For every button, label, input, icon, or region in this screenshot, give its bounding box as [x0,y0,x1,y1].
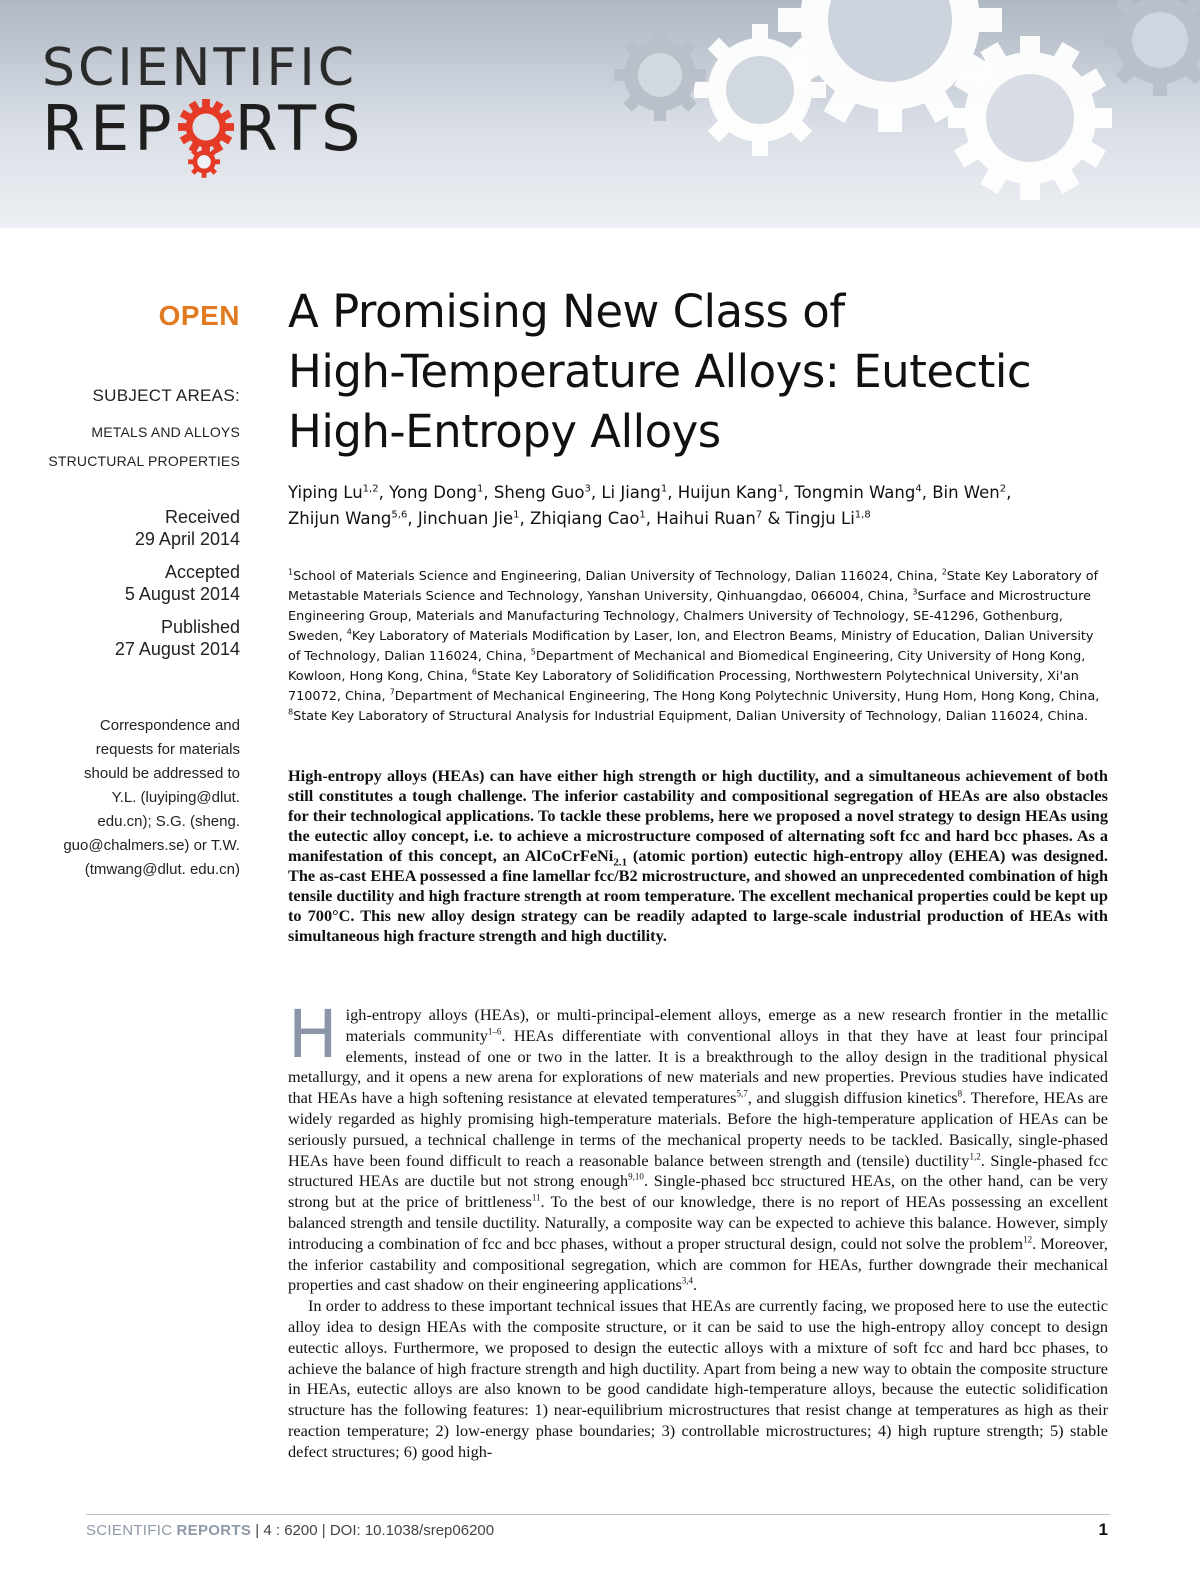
body-text: . Single-phased bcc structured HEAs, on the other hand, can be very strong but at the price of brittleness [288,1171,1109,1212]
author-separator: , [783,483,795,502]
date-label: Received [164,507,240,527]
affiliation-number: 4 [346,627,352,637]
published-date [20,616,240,660]
journal-logo-line2 [42,92,366,165]
title-line: A Promising New Class of [288,285,845,338]
citation-reference[interactable]: 8 [957,1088,963,1099]
logo-line2-prefix: REP [42,92,177,165]
body-text: . Therefore, HEAs are widely regarded as highly promising high-temperature materials. Before the high-temperature application of HEAs can be seriously pursued, a technical challenge in terms of the mechanical property needs to be tackled. Basically, single-phased HEAs have been found difficult to reach a reasonable balance between strength and (tensile) ductility [288,1088,1109,1170]
affiliation-number: 8 [288,707,294,717]
author-separator: , [378,483,390,502]
affiliation-number: 3 [912,587,918,597]
body-text: , and sluggish diffusion kinetics [747,1088,958,1108]
affiliation-marker: 7 [755,509,763,521]
article-body [288,996,1109,1463]
formula-subscript: 2.1 [613,856,628,869]
affiliation-marker: 1 [639,509,646,521]
journal-header-banner [0,0,1200,228]
affiliations [288,567,1108,727]
subject-areas-title: SUBJECT AREAS: [92,386,240,405]
journal-logo-line1: SCIENTIFIC [42,38,358,98]
author-line [288,480,1108,506]
abstract-text: High-entropy alloys (HEAs) can have either high strength or high ductility, and a simultaneous achievement of both still constitutes a tough challenge. The inferior castability and compositional segregation of HEAs are also obstacles for their technological applications. To tackle these problems, here we proposed a novel strategy to design HEAs using the eutectic alloy concept, i.e. to achieve a microstructure composed of alternating soft fcc and hard bcc phases. As a manifestation of this concept, an AlCoCrFeNi [288,766,1108,865]
author-name: Huijun Kang [677,483,778,502]
affiliation-marker: 1 [777,483,784,495]
author-separator: , [519,509,530,528]
affiliation-number: 5 [530,647,536,657]
body-paragraph [288,996,1109,1296]
author-name: Haihui Ruan [656,509,756,528]
author-separator: , [407,509,418,528]
citation-reference[interactable]: 1–6 [487,1026,502,1037]
correspondence-note: Correspondence and requests for materials should be addressed to Y.L. (luyiping@dlut. edu.cn); S.G. (sheng. guo@chalmers.se) or T.W. (tmwang@dlut. edu.cn) [63,717,240,878]
subject-area-link[interactable]: METALS AND ALLOYS [91,424,240,440]
author-name: Yong Dong [389,483,477,502]
body-text: . Single-phased fcc structured HEAs are ductile but not strong enough [288,1150,1109,1191]
author-separator: , [645,509,657,528]
author-separator: & [762,509,786,528]
date-value: 27 August 2014 [114,639,240,659]
footer-divider [86,1514,1110,1515]
author-name: Bin Wen [932,483,1000,502]
publication-dates [20,506,240,671]
abstract-text: (atomic portion) eutectic high-entropy alloy (EHEA) was designed. The as-cast EHEA possessed a fine lamellar fcc/B2 microstructure, and showed an unprecedented combination of high tensile ductility and high fracture strength at room temperature. The excellent mechanical properties could be kept up to 700°C. This new alloy design strategy can be readily adapted to large-scale industrial production of HEAs with simultaneous high fracture strength and high ductility. [288,846,1108,945]
citation-reference[interactable]: 5,7 [736,1088,748,1099]
author-name: Tingju Li [785,509,855,528]
affiliation-marker: 1 [513,509,520,521]
footer-citation: | 4 : 6200 | DOI: 10.1038/srep06200 [251,1522,495,1539]
subject-areas [20,386,240,476]
accepted-date [20,561,240,605]
author-separator: , [1006,483,1012,502]
date-value: 5 August 2014 [124,584,240,604]
open-access-label: OPEN [158,300,240,331]
author-list [288,480,1108,532]
author-name: Li Jiang [601,483,661,502]
affiliation-number: 7 [389,687,395,697]
affiliation-marker: 1,8 [854,509,871,521]
affiliation-text: State Key Laboratory of Metastable Materials Science and Technology, Yanshan University, Qinhuangdao, 066004, China, [288,569,1099,604]
author-name: Sheng Guo [493,483,585,502]
affiliation-text: Department of Mechanical Engineering, The Hong Kong Polytechnic University, Hung Hom, Hong Kong, China, [394,689,1100,704]
affiliation-text: Surface and Microstructure Engineering Group, Materials and Manufacturing Technology, Chalmers University of Technology, SE-41296, Gothenburg, Sweden, [288,589,1091,644]
affiliation-marker: 1 [476,483,484,495]
author-separator: , [921,483,933,502]
date-label: Published [160,617,240,637]
citation-reference[interactable]: 9,10 [628,1171,644,1182]
citation-reference[interactable]: 12 [1023,1234,1033,1245]
date-label: Accepted [164,562,240,582]
author-separator: , [590,483,602,502]
footer-journal-name: SCIENTIFIC [86,1522,173,1539]
affiliation-marker: 3 [584,483,591,495]
footer-journal-name-bold: REPORTS [176,1522,252,1539]
citation-reference[interactable]: 3,4 [681,1275,694,1286]
body-text: . HEAs differentiate with conventional alloys in that they have at least four principal elements, instead of one or two in the latter. It is a breakthrough to the alloy design in the traditional physical metallurgy, and it opens a new arena for explorations of new materials and new properties. Previous studies have indicated that HEAs have a high softening resistance at elevated temperatures [288,1025,1108,1108]
author-name: Yiping Lu [288,483,363,502]
author-name: Zhijun Wang [288,509,392,528]
article-title [288,282,1108,462]
affiliation-marker: 5,6 [391,509,408,521]
affiliation-marker: 1,2 [362,483,379,495]
affiliation-number: 6 [471,667,477,677]
body-text: . To the best of our knowledge, there is no report of HEAs possessing an excellent balanced strength and tensile ductility. Naturally, a composite way can be expected to achieve this balance. However, simply introducing a combination of fcc and bcc phases, without a proper structural design, could not solve the problem [288,1192,1108,1253]
affiliation-marker: 1 [660,483,668,495]
received-date [20,506,240,550]
body-text: . [693,1275,698,1295]
abstract [288,766,1108,946]
citation-reference[interactable]: 11 [531,1192,541,1203]
affiliation-number: 1 [288,567,294,577]
logo-gear-icon [177,98,235,156]
subject-area-link[interactable]: STRUCTURAL PROPERTIES [48,453,240,469]
logo-line2-suffix: RTS [234,92,366,165]
body-paragraph: In order to address to these important technical issues that HEAs are currently facing, we proposed here to use the eutectic alloy idea to design HEAs with the composite structure, or it can be said to use the high-entropy alloy concept to design eutectic alloys. Furthermore, we proposed to design the eutectic alloys with a mixture of soft fcc and hard bcc phases, to achieve the balance of high fracture strength and high ductility. Apart from being a new way to obtain the composite structure in HEAs, eutectic alloys are also known to be good candidate high-temperature alloys, because the eutectic solidification structure has the following features: 1) near-equilibrium microstructures that resist change at temperatures as high as their reaction temperature; 2) low-energy phase boundaries; 3) controllable microstructures; 4) high rupture strength; 5) stable defect structures; 6) good high- [288,1296,1108,1461]
affiliation-text: Department of Mechanical and Biomedical Engineering, City University of Hong Kong, Kowloon, Hong Kong, China, [288,649,1086,684]
title-line: High-Entropy Alloys [288,405,721,458]
author-separator: , [483,483,494,502]
author-name: Tongmin Wang [794,483,916,502]
date-value: 29 April 2014 [134,529,240,549]
body-text: . Moreover, the inferior castability and compositional segregation, which are common for HEAs, further downgrade their mechanical properties and cast shadow on their engineering applications [288,1233,1108,1295]
decorative-gears-icon [600,0,1200,228]
drop-cap: H [288,996,338,1073]
affiliation-marker: 2 [999,483,1007,495]
affiliation-marker: 4 [915,483,922,495]
author-separator: , [667,483,678,502]
author-name: Zhiqiang Cao [530,509,640,528]
body-text: igh-entropy alloys (HEAs), or multi-principal-element alloys, emerge as a new research frontier in the metallic materials community [345,1005,1108,1045]
page-footer [86,1522,494,1539]
affiliation-text: State Key Laboratory of Structural Analysis for Industrial Equipment, Dalian University of Technology, Dalian 116024, China. [293,709,1089,724]
title-line: High-Temperature Alloys: Eutectic [288,345,1032,398]
citation-reference[interactable]: 1,2 [969,1151,981,1162]
affiliation-text: State Key Laboratory of Solidification Processing, Northwestern Polytechnical University, Xi'an 710072, China, [288,669,1079,704]
affiliation-number: 2 [941,567,947,577]
author-name: Jinchuan Jie [417,509,514,528]
author-line [288,506,1108,532]
page-number: 1 [1098,1520,1108,1539]
affiliation-text: School of Materials Science and Engineering, Dalian University of Technology, Dalian 116024, China, [293,569,942,584]
affiliation-text: Key Laboratory of Materials Modification by Laser, Ion, and Electron Beams, Ministry of Education, Dalian University of Technology, Dalian 116024, China, [288,629,1094,664]
